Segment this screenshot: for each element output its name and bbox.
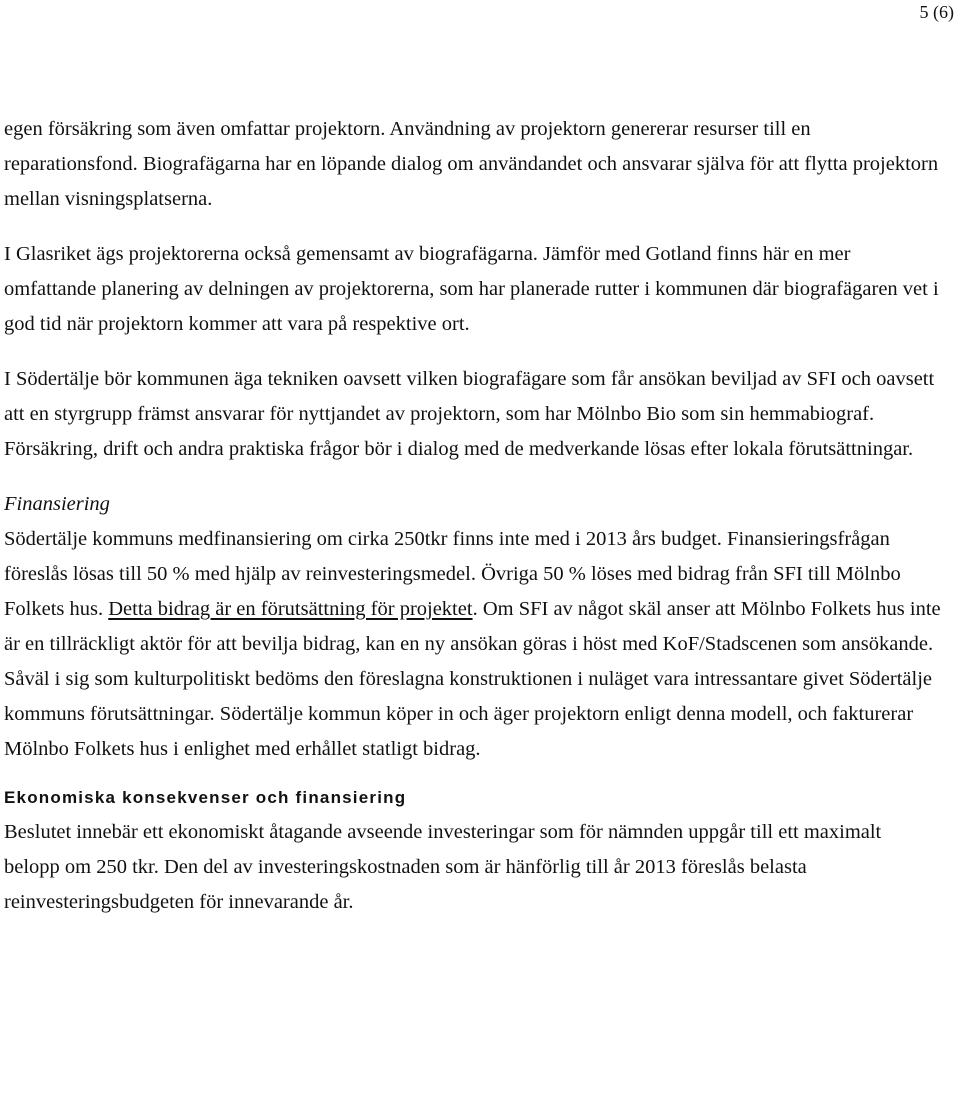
page-number: 5 (6) bbox=[919, 2, 954, 22]
paragraph-ekonomiska: Beslutet innebär ett ekonomiskt åtagande avseende investeringar som för nämnden uppgår till ett maximalt belopp om 250 tkr. Den del av investeringskostnaden som är hänförlig till år 2013 föreslås belasta reinvesteringsbudgeten för innevarande år. bbox=[4, 821, 882, 913]
paragraph-sodertalje: I Södertälje bör kommunen äga tekniken oavsett vilken biografägare som får ansökan beviljad av SFI och oavsett att en styrgrupp främst ansvarar för nyttjandet av projektorn, som har Mölnbo Bio som sin hemmabiograf. Försäkring, drift och andra praktiska frågor bör i dialog med de medverkande lösas efter lokala förutsättningar. bbox=[4, 368, 935, 460]
paragraph-glasriket: I Glasriket ägs projektorerna också gemensamt av biografägarna. Jämför med Gotland finns här en mer omfattande planering av delningen av projektorerna, som har planerade rutter i kommunen där biografägaren vet i god tid när projektorn kommer att vara på respektive ort. bbox=[4, 243, 939, 335]
paragraph-finansiering bbox=[4, 522, 942, 767]
finansiering-text-after: . Om SFI av något skäl anser att Mölnbo Folkets hus inte är en tillräckligt aktör för att bevilja bidrag, kan en ny ansökan göras i höst med KoF/Stadscenen som ansökande. Såväl i sig som kulturpolitiskt bedöms den föreslagna konstruktionen i nuläget vara intressantare givet Södertälje kommuns förutsättningar. Södertälje kommun köper in och äger projektorn enligt denna modell, och fakturerar Mölnbo Folkets hus i enlighet med erhållet statligt bidrag. bbox=[4, 598, 941, 760]
paragraph-projector-insurance: egen försäkring som även omfattar projektorn. Användning av projektorn genererar resurser till en reparationsfond. Biografägarna har en löpande dialog om användandet och ansvarar själva för att flytta projektorn mellan visningsplatserna. bbox=[4, 118, 939, 210]
document-body bbox=[4, 112, 942, 940]
section-heading-ekonomiska: Ekonomiska konsekvenser och finansiering bbox=[4, 788, 407, 807]
finansiering-underlined-text: Detta bidrag är en förutsättning för projektet bbox=[108, 598, 473, 620]
finansiering-text-before: Södertälje kommuns medfinansiering om cirka 250tkr finns inte med i 2013 års budget. Finansieringsfrågan föreslås lösas till 50 % med hjälp av reinvesteringsmedel. Övriga 50 % löses med bidrag från SFI till Mölnbo Folkets hus. bbox=[4, 528, 901, 620]
section-heading-finansiering: Finansiering bbox=[4, 493, 110, 515]
